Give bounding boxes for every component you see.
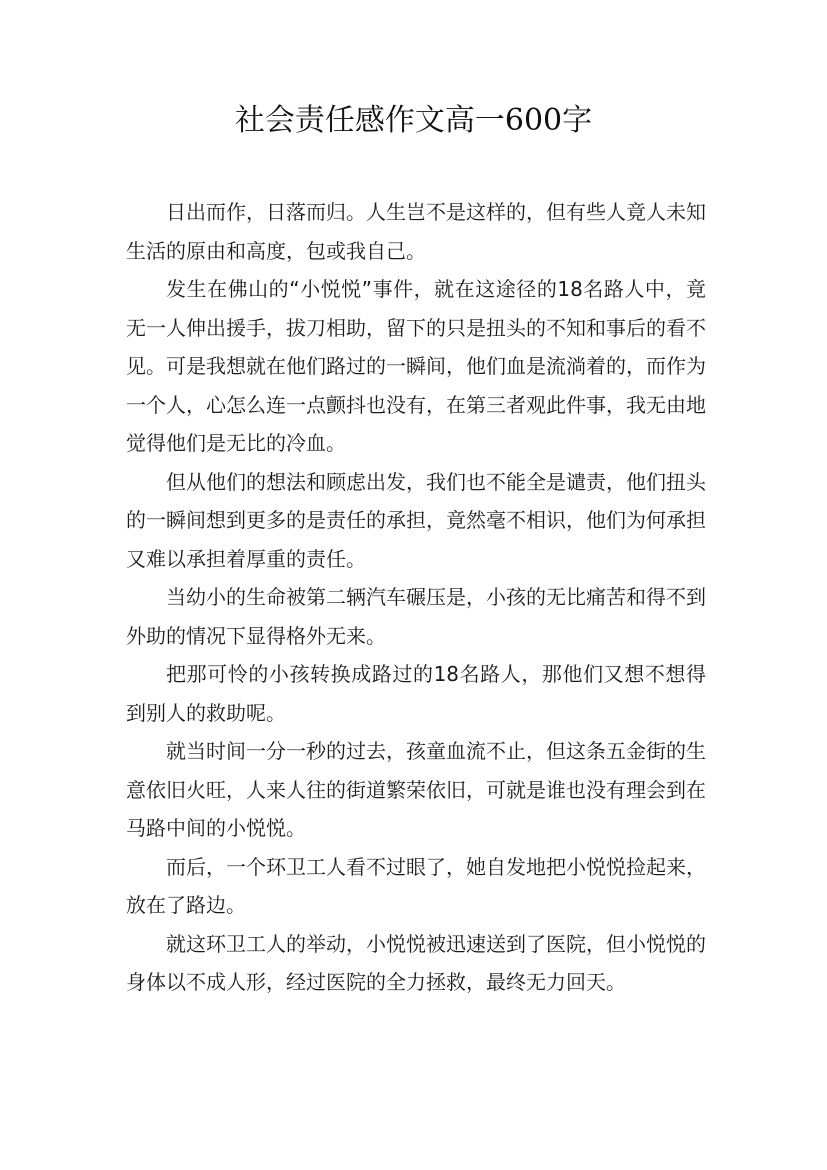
paragraph: 而后，一个环卫工人看不过眼了，她自发地把小悦悦捡起来，放在了路边。 (126, 854, 706, 917)
paragraph: 发生在佛山的“小悦悦”事件，就在这途径的18名路人中，竟无一人伸出援手，拔刀相助，留下的只是扭头的不知和事后的看不见。可是我想就在他们路过的一瞬间，他们血是流淌着的，而作为一个人，心怎么连一点颤抖也没有，在第三者观此件事，我无由地觉得他们是无比的冷血。 (126, 277, 706, 455)
paragraph: 当幼小的生命被第二辆汽车碾压是，小孩的无比痛苦和得不到外助的情况下显得格外无来。 (126, 585, 706, 648)
paragraph: 但从他们的想法和顾虑出发，我们也不能全是谴责，他们扭头的一瞬间想到更多的是责任的承担，竟然毫不相识，他们为何承担又难以承担着厚重的责任。 (126, 469, 706, 571)
document-title: 社会责任感作文高一600字 (234, 103, 593, 138)
document-body (126, 193, 706, 1002)
paragraph: 日出而作，日落而归。人生岂不是这样的，但有些人竟人未知生活的原由和高度，包或我自己。 (126, 200, 706, 263)
paragraph: 就这环卫工人的举动，小悦悦被迅速送到了医院，但小悦悦的身体以不成人形，经过医院的全力拯救，最终无力回天。 (126, 931, 706, 994)
paragraph: 把那可怜的小孩转换成路过的18名路人，那他们又想不想得到别人的救助呢。 (126, 662, 706, 725)
paragraph: 就当时间一分一秒的过去，孩童血流不止，但这条五金街的生意依旧火旺，人来人往的街道繁荣依旧，可就是谁也没有理会到在马路中间的小悦悦。 (126, 739, 706, 840)
